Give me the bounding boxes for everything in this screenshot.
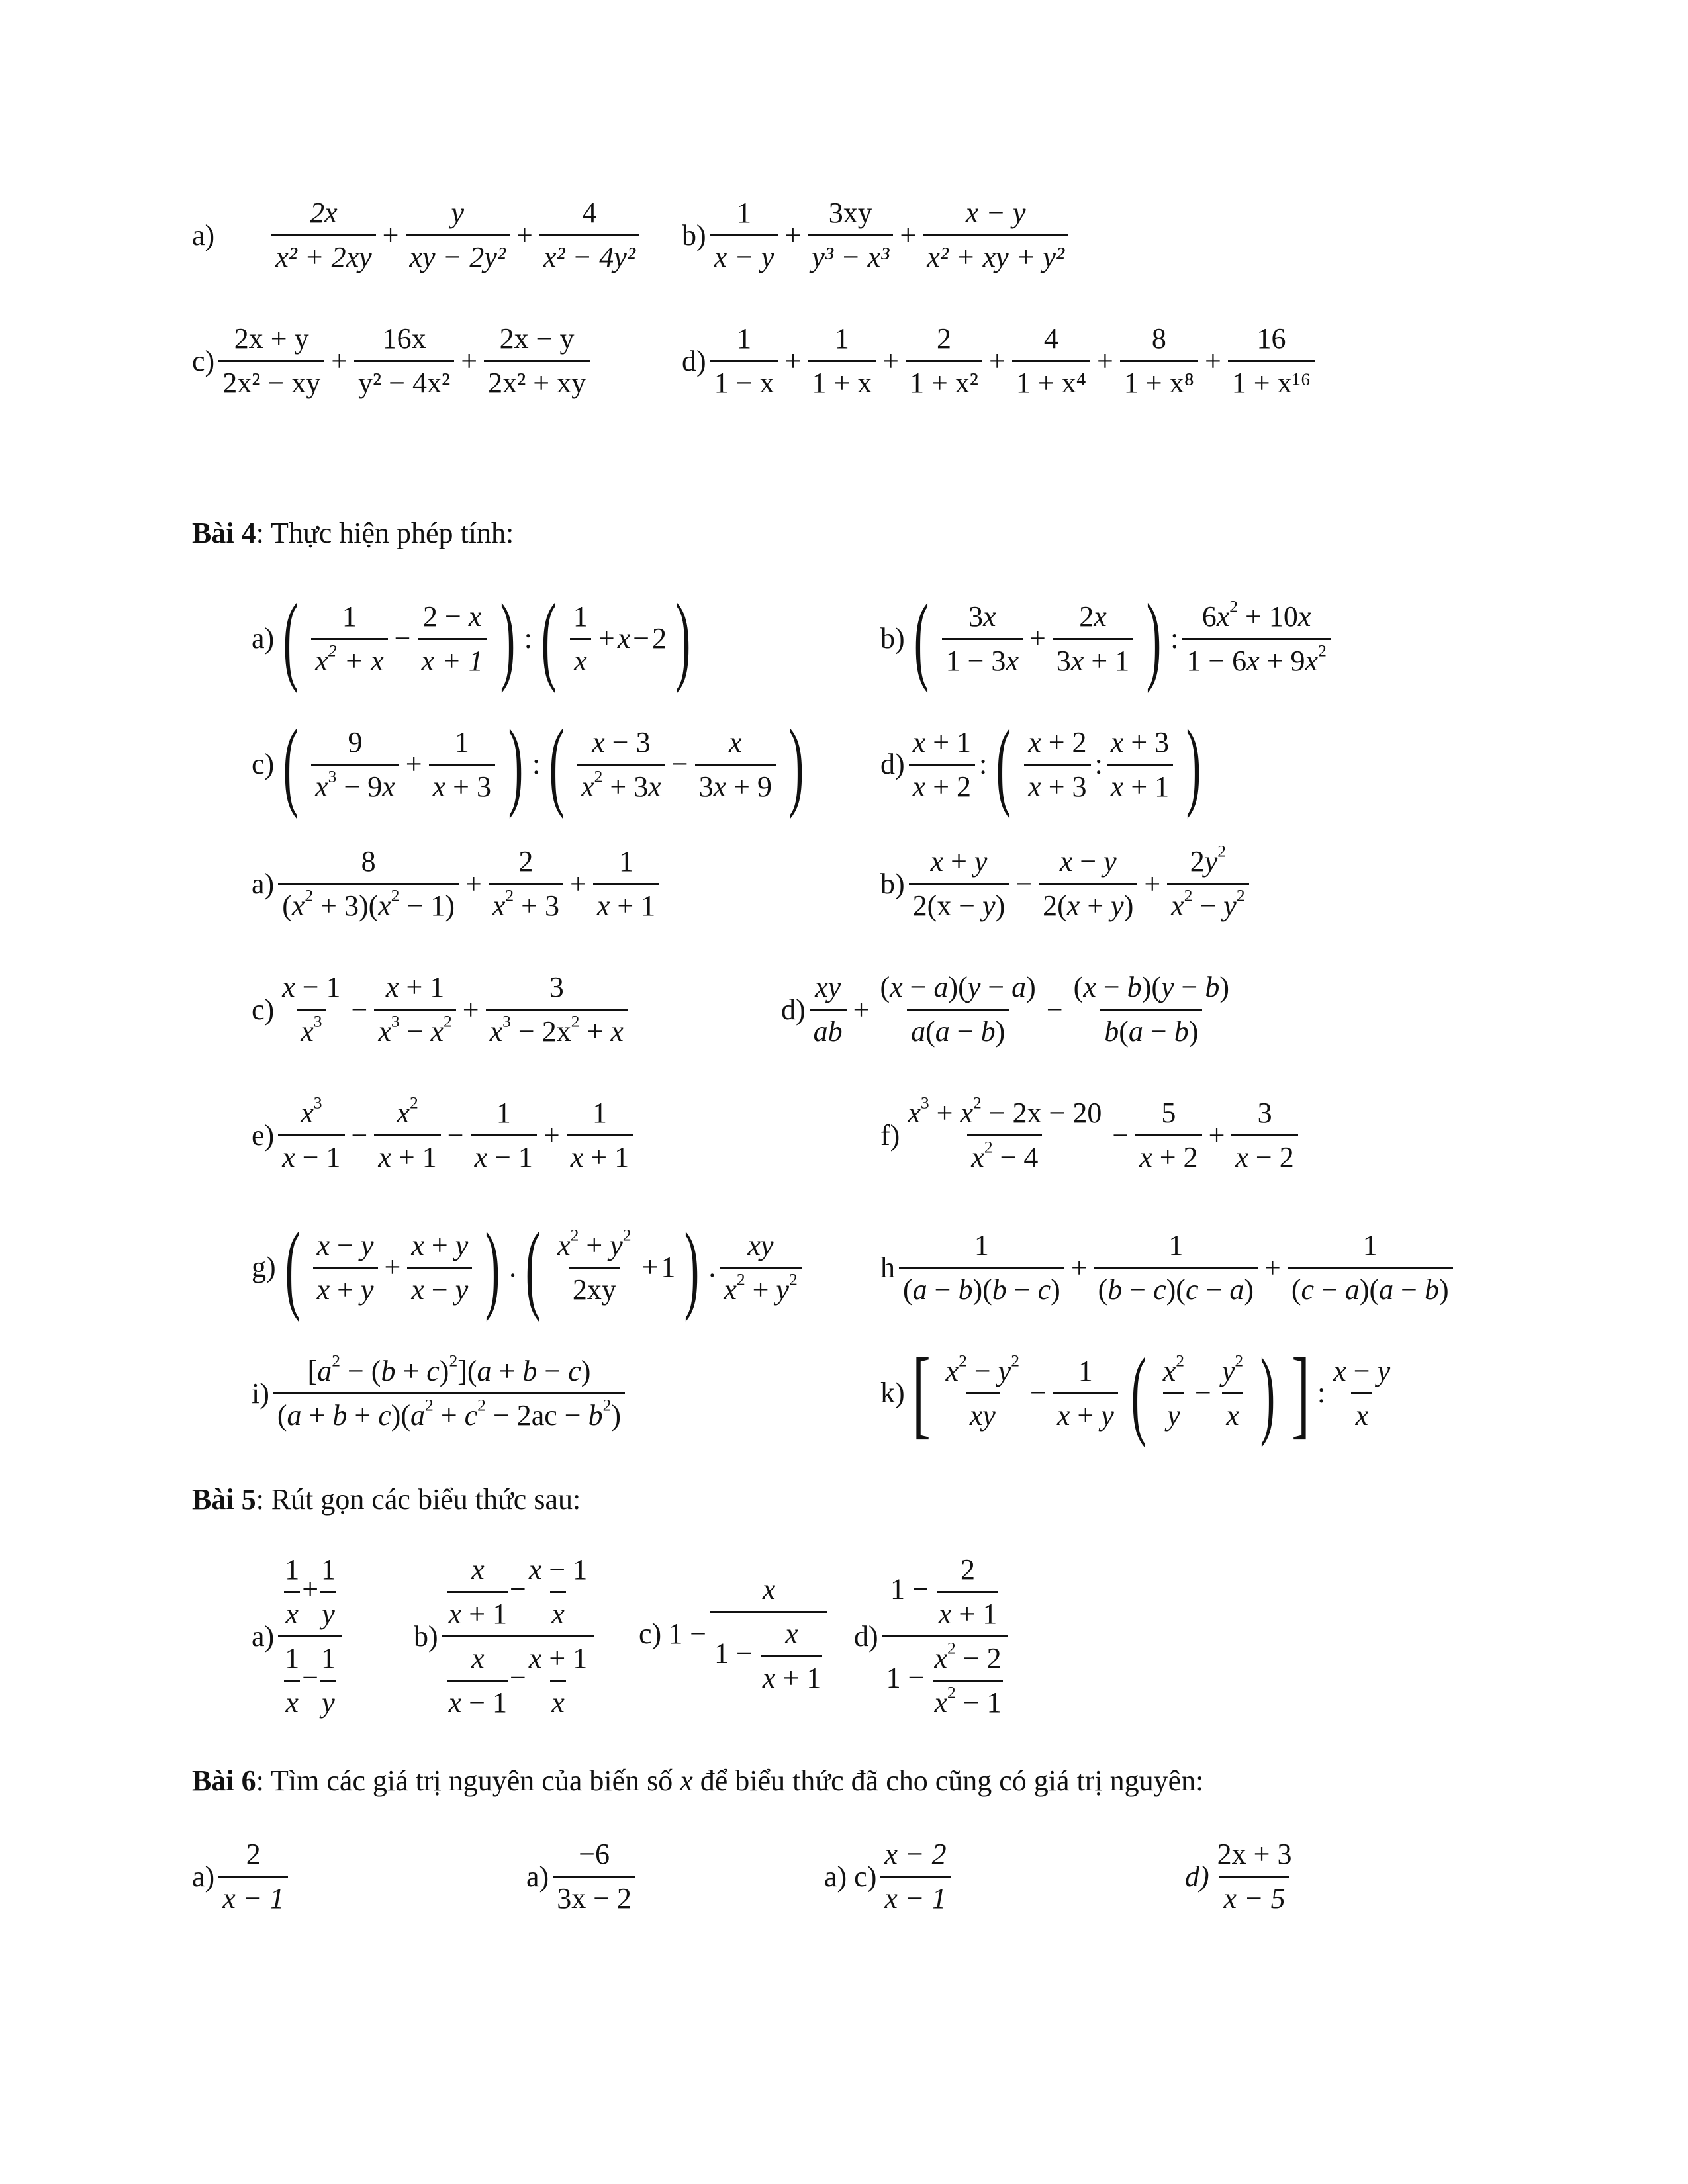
exercise-4g: g) ( x − y x + y + $\frac{x + y}{x - y}$ ) . ( $x^2 + y^2$ 2xy + 1 ) . xy $x^2 + y^2$	[252, 1218, 806, 1317]
fraction: 1 1 − x	[710, 324, 778, 398]
exercise-5b: b) $\frac{x}{x + 1}$ − $\frac{x - 1}{x}$ $\frac{x}{x - 1}$ − $\frac{x + 1}{x}$	[414, 1555, 598, 1717]
fraction: $\frac{2x - y}{\text{2x² + xy}}$	[484, 324, 590, 398]
exercise-label: d)	[854, 1619, 878, 1653]
exercise-label: f)	[880, 1118, 900, 1152]
exercise-label: a)	[252, 867, 275, 900]
exercise-label: a)	[192, 218, 215, 251]
fraction: 2x x² + 2xy	[271, 199, 375, 272]
exercise-label: d)	[781, 993, 806, 1026]
exercise-label: c)	[639, 1617, 662, 1650]
exercise-label: d)	[880, 748, 905, 780]
exercise-4b-2: b) x + y 2(x − y) − $\frac{x - y}{2(x + y)}$ + $\frac{2y^2}{x^2 - y^2}$	[880, 847, 1253, 921]
exercise-label: k)	[880, 1377, 905, 1409]
exercise-4e: e) $x^3$ x − 1 − $\frac{x^2}{x + 1}$ − $\frac{1}{x - 1}$ + $\frac{1}{x + 1}$	[252, 1099, 637, 1172]
exercise-label: g)	[252, 1251, 276, 1283]
exercise-label: c)	[192, 344, 215, 377]
exercise-3c: c) 2x + y 2x² − xy + $\frac{16x}{\text{y² − 4x²}}$ + $\frac{2x - y}{\text{2x² + xy}}$	[192, 324, 594, 398]
exercise-6b: a) −6 3x − 2	[526, 1840, 639, 1913]
exercise-label: a)	[252, 1619, 275, 1653]
exercise-label: a)	[252, 622, 275, 655]
exercise-5d: d) 1 − $\frac{2}{x + 1}$ 1 − $\frac{x^2 - 2}{x^2 - 1}$	[854, 1555, 1012, 1717]
exercise-4c: c) ( 9 $x^3 - 9x$ + $\frac{1}{x + 3}$ ) : ( x − 3 $x^2 + 3x$ − $\frac{x}{3x + 9}$ )	[252, 709, 804, 819]
exercise-4a-2: a) 8 $(x^2 + 3)(x^2 - 1)$ + $\frac{2}{x^2 + 3}$ + $\frac{1}{x + 1}$	[252, 847, 663, 921]
exercise-4d: d) x + 1 x + 2 : ( x + 2 x + 3 : x + 3 x + 1 )	[880, 709, 1201, 819]
exercise-3d: d) 1 1 − x + $\frac{1}{1 + x}$ + $\frac{2}{\text{1 + x²}}$ + $\frac{4}{\text{1 + x⁴}}$ + $\frac{8}{\text{1 + x⁸}}$ + $\frac{16}{\text{1 + x¹⁶}}$	[682, 324, 1319, 398]
fraction: $\frac{4}{\text{x² − 4y²}}$	[539, 199, 639, 272]
section-heading-bai4: Bài 4: Thực hiện phép tính:	[192, 517, 514, 549]
exercise-4a: a) ( 1 $x^2 + x$ − $\frac{2 - x}{x + 1}$ ) : ( 1 x + x − 2 )	[252, 584, 691, 694]
exercise-label: e)	[252, 1118, 275, 1152]
exercise-5a: a) $\frac{1}{x}$ + $\frac{1}{y}$ $\frac{1}{x}$ − $\frac{1}{y}$	[252, 1555, 346, 1717]
exercise-label: i)	[252, 1377, 269, 1410]
exercise-5c: c) 1 − x 1 − $\frac{x}{x + 1}$	[639, 1575, 831, 1693]
fraction: $\frac{3xy}{\text{y³ − x³}}$	[808, 199, 893, 272]
fraction: $\frac{y}{\text{xy − 2y²}}$	[406, 199, 510, 272]
exercise-label: a) c)	[824, 1860, 877, 1893]
exercise-label: b)	[682, 218, 706, 251]
exercise-label: a)	[526, 1860, 549, 1893]
exercise-4d-2: d) xy ab + $\frac{(x - a)(y - a)}{a(a - b)}$ − $\frac{(x - b)(y - b)}{b(a - b)}$	[781, 971, 1229, 1048]
fraction: $\frac{x - y}{\text{x² + xy + y²}}$	[923, 199, 1068, 272]
section-heading-bai6: Bài 6: Tìm các giá trị nguyên của biến số x để biểu thức đã cho cũng có giá trị nguyên:	[192, 1764, 1204, 1797]
exercise-4k: k) [ $x^2 - y^2$ xy − $\frac{1}{x + y}$ ( $x^2$ y − $\frac{y^2}{x}$ ) ] : x − y x	[880, 1338, 1391, 1448]
exercise-label: d)	[1185, 1860, 1209, 1893]
exercise-label: a)	[192, 1860, 215, 1893]
exercise-4f: f) $x^3 + x^2 - 2x - 20$ $x^2 - 4$ − $\frac{5}{x + 2}$ + $\frac{3}{x - 2}$	[880, 1099, 1302, 1172]
exercise-4i: i) $[a^2 - (b + c)^2](a + b - c)$ $(a + b + c)(a^2 + c^2 - 2ac - b^2)$	[252, 1357, 629, 1430]
exercise-label: b)	[880, 622, 905, 655]
fraction: $\frac{2}{\text{1 + x²}}$	[906, 324, 982, 398]
fraction: $\frac{4}{\text{1 + x⁴}}$	[1012, 324, 1090, 398]
exercise-6d: d) 2x + 3 x − 5	[1185, 1838, 1292, 1915]
exercise-3a: a) 2x x² + 2xy + $\frac{y}{\text{xy − 2y²}}$ + $\frac{4}{\text{x² − 4y²}}$	[192, 199, 643, 272]
exercise-6a: a) 2 x − 1	[192, 1840, 292, 1913]
exercise-label: h	[880, 1251, 895, 1284]
exercise-label: b)	[414, 1619, 438, 1653]
exercise-6c: a) c) x − 2 x − 1	[824, 1840, 955, 1913]
exercise-4c-2: c) x − 1 $x^3$ − $\frac{x + 1}{x^3 - x^2}$ + $\frac{3}{x^3 - 2x^2 + x}$	[252, 973, 632, 1046]
exercise-4b: b) ( 3x 1 − 3x + $\frac{2x}{3x + 1}$ ) : $6x^2 + 10x$ $1 - 6x + 9x^2$	[880, 589, 1335, 688]
exercise-label: c)	[252, 748, 275, 780]
fraction: $\frac{16x}{\text{y² − 4x²}}$	[354, 324, 454, 398]
fraction: 2x + y 2x² − xy	[218, 324, 324, 398]
section-heading-bai5: Bài 5: Rút gọn các biểu thức sau:	[192, 1483, 581, 1516]
fraction: 1 x − y	[710, 199, 778, 272]
exercise-label: d)	[682, 344, 706, 377]
fraction: $\frac{1}{1 + x}$	[808, 324, 876, 398]
exercise-label: b)	[880, 867, 905, 900]
fraction: $\frac{16}{\text{1 + x¹⁶}}$	[1228, 324, 1315, 398]
fraction: $\frac{8}{\text{1 + x⁸}}$	[1120, 324, 1198, 398]
exercise-label: c)	[252, 993, 275, 1026]
exercise-4h: h 1 (a − b)(b − c) + $\frac{1}{(b - c)(c - a)}$ + $\frac{1}{(c - a)(a - b)}$	[880, 1231, 1457, 1304]
exercise-3b: b) 1 x − y + $\frac{3xy}{\text{y³ − x³}}$ + $\frac{x - y}{\text{x² + xy + y²}}$	[682, 199, 1072, 272]
